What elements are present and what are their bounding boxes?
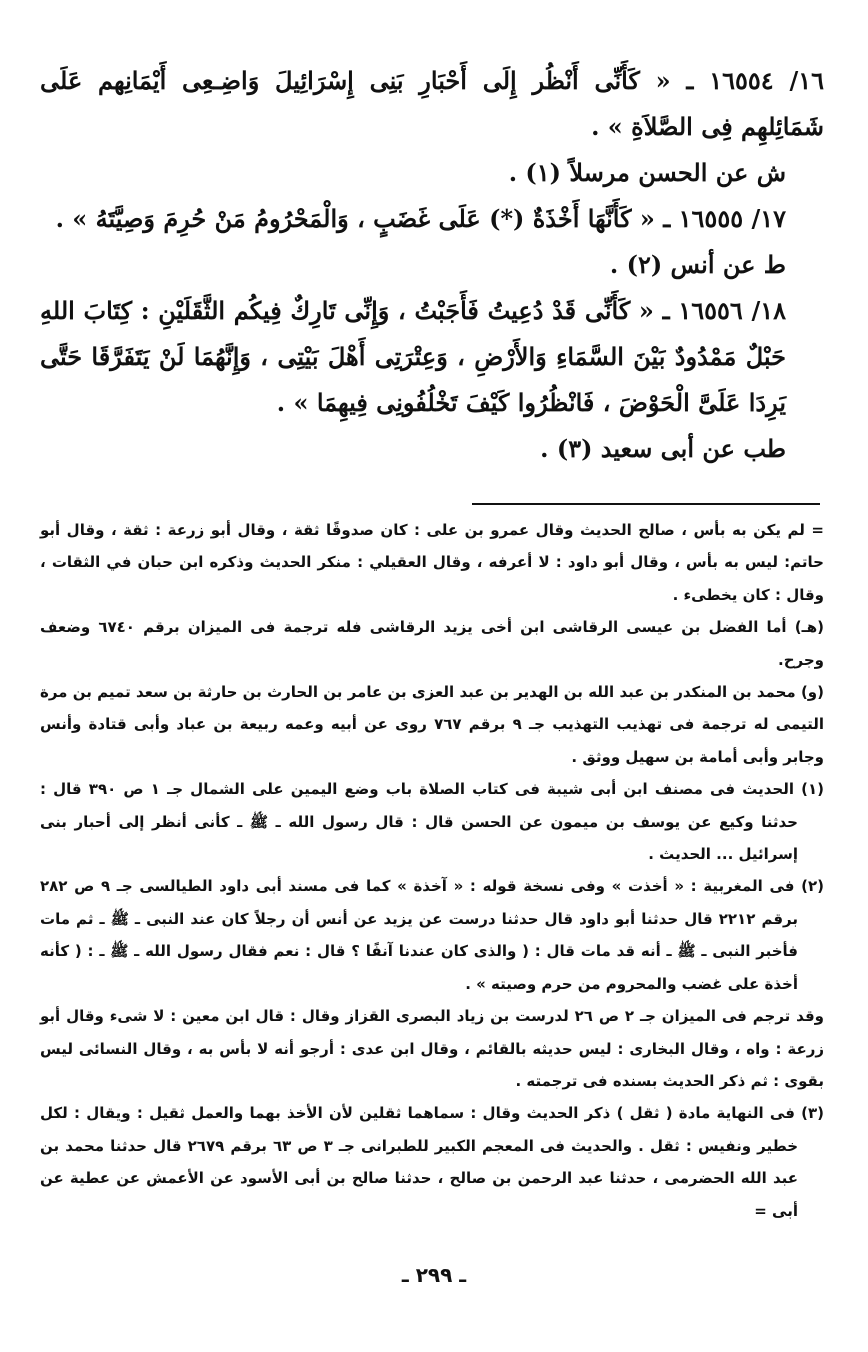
- hadith-16556-source: طب عن أبى سعيد (٣) .: [540, 434, 786, 463]
- footnote-separator: [472, 503, 820, 505]
- hadith-16555-source: ط عن أنس (٢) .: [609, 250, 786, 279]
- hadith-16556: ١٨/ ١٦٥٥٦ ـ « كَأَنِّى قَدْ دُعِيتُ فَأَجَبْتُ ، وَإِنِّى تَارِكٌ فِيكُم الثَّقَلَيْنِ : كِتَابَ اللهِ حَبْلٌ مَمْدُودٌ بَيْنَ السَّمَاءِ وَالأَرْضِ ، وَعِتْرَتِى أَهْلَ بَيْتِى ، وَإِنَّهُمَا لَنْ يَتَفَرَّقَا حَتَّى يَرِدَا عَلَىَّ الْحَوْضَ ، فَانْظُرُوا كَيْفَ تَخْلُفُونِى فِيهِمَا » .: [40, 296, 786, 417]
- footnote-1: (١) الحديث فى مصنف ابن أبى شيبة فى كتاب الصلاة باب وضع اليمين على الشمال جـ ١ ص ٣٩٠ قال : حدثنا وكيع عن يوسف بن ميمون عن الحسن قال : قال رسول الله ـ ﷺ ـ كأنى أنظر إلى أحبار بنى إسرائيل ... الحديث .: [40, 780, 824, 864]
- footnote-h: (هـ) أما الفضل بن عيسى الرقاشى ابن أخى يزيد الرقاشى فله ترجمة فى الميزان برقم ٦٧٤٠ وضعف وجرح.: [40, 618, 824, 669]
- footnote-w: (و) محمد بن المنكدر بن عبد الله بن الهدير بن عبد العزى بن عامر بن الحارث بن حارثة بن سعد تميم بن مرة التيمى له ترجمة فى تهذيب التهذيب جـ ٩ برقم ٧٦٧ روى عن أبيه وعمه ربيعة بن عباد وأبى قتادة وأنس وجابر وأبى أمامة بن سهيل ووثق .: [40, 683, 824, 766]
- footnote-2: (٢) فى المغربية : « أخذت » وفى نسخة قوله : « آخذة » كما فى مسند أبى داود الطيالسى جـ ٩ ص ٢٨٢ برقم ٢٢١٢ قال حدثنا أبو داود قال حدثنا درست عن يزيد عن أنس أن رجلاً كان عند النبى ـ ﷺ ـ ثم مات فأخبر النبى ـ ﷺ ـ أنه قد مات قال : ( والذى كان عندنا آنفًا ؟ قال : نعم فقال رسول الله ـ ﷺ ـ : ( كأنه أخذة على غضب والمحروم من حرم وصيته » .: [40, 877, 824, 993]
- page-number: ـ ٢٩٩ ـ: [401, 1263, 467, 1287]
- footnote-continuation: = لم يكن به بأس ، صالح الحديث وقال عمرو بن على : كان صدوقًا ثقة ، وقال أبو زرعة : ثقة ، وقال أبو حاتم: ليس به بأس ، وقال أبو داود : لا أعرفه ، وقال العقيلي : منكر الحديث وذكره ابن حبان في الثقات ، وقال : كان يخطىء .: [40, 521, 824, 604]
- hadith-16554: ١٦/ ١٦٥٥٤ ـ « كَأَنِّى أَنْظُر إِلَى أَحْبَارِ بَنِى إِسْرَائِيلَ وَاضِـعِى أَيْمَانِهم عَلَى شَمَائِلهِم فِى الصَّلاَةِ » .: [40, 66, 824, 141]
- hadith-16555: ١٧/ ١٦٥٥٥ ـ « كَأَنَّهَا أَخْذَةٌ (*) عَلَى غَضَبٍ ، وَالْمَحْرُومُ مَنْ حُرِمَ وَصِيَّتَهُ » .: [55, 204, 786, 233]
- footnote-3: (٣) فى النهاية مادة ( ثقل ) ذكر الحديث وقال : سماهما ثقلين لأن الأخذ بهما والعمل ثقيل : ويقال : لكل خطير ونفيس : ثقل . والحديث فى المعجم الكبير للطبرانى جـ ٣ ص ٦٣ برقم ٢٦٧٩ قال حدثنا محمد بن عبد الله الحضرمى ، حدثنا عبد الرحمن بن صالح ، حدثنا صالح بن أبى الأسود عن الأعمش عن عطية عن أبى =: [40, 1104, 824, 1220]
- hadith-16554-source: ش عن الحسن مرسلاً (١) .: [508, 158, 786, 187]
- footnote-2-continued: وقد ترجم فى الميزان جـ ٢ ص ٢٦ لدرست بن زياد البصرى القزاز وقال : قال ابن معين : لا شىء وقال أبو زرعة : واه ، وقال البخارى : ليس حديثه بالقائم ، وقال ابن عدى : أرجو أنه لا بأس به ، وقال النسائى ليس بقوى : ثم ذكر الحديث بسنده فى ترجمته .: [40, 1007, 824, 1090]
- footnotes-block: [40, 514, 824, 1227]
- hadith-text-block: [40, 58, 824, 472]
